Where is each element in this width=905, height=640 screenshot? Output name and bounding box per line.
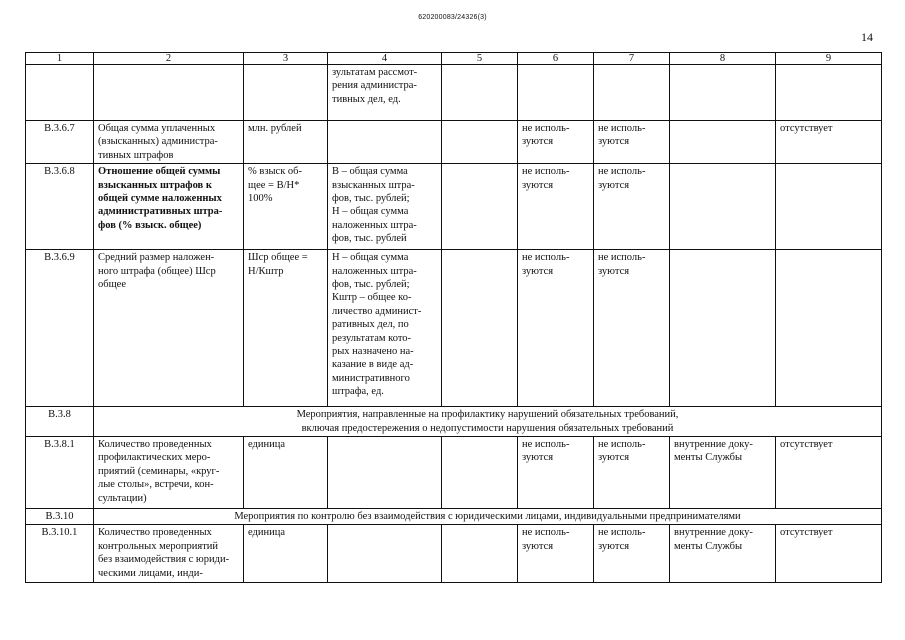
column-number: 4 — [328, 53, 442, 65]
variables-description: В – общая сумма взысканных штра- фов, тыс. рублей; Н – общая сумма наложенных штра- фов, тыс. рублей — [328, 164, 442, 250]
indicator-name: Количество проведенных профилактических меро- приятий (семинары, «круг- лые столы», встречи, кон- сультации) — [94, 437, 244, 509]
section-title: Мероприятия по контролю без взаимодействия с юридическими лицами, индивидуальными предпринимателями — [94, 509, 882, 525]
unit-formula: Шср общее = Н/Кштр — [244, 250, 328, 407]
table-row — [26, 121, 882, 164]
col7-cell: не исполь- зуются — [594, 250, 670, 407]
information-source: внутренние доку- менты Службы — [670, 525, 776, 583]
col7-cell: не исполь- зуются — [594, 121, 670, 164]
table-row — [26, 65, 882, 121]
col8-cell — [670, 121, 776, 164]
column-number: 6 — [518, 53, 594, 65]
col5-cell — [442, 525, 518, 583]
col9-cell — [776, 65, 882, 121]
unit-formula: млн. рублей — [244, 121, 328, 164]
col9-cell: отсутствует — [776, 437, 882, 509]
section-row — [26, 407, 882, 437]
section-code: В.3.10 — [26, 509, 94, 525]
page-number: 14 — [861, 30, 873, 44]
indicator-code: В.3.6.9 — [26, 250, 94, 407]
indicators-table — [25, 52, 882, 583]
unit-formula: единица — [244, 437, 328, 509]
variables-description — [328, 121, 442, 164]
unit-formula: % взыск об- щее = В/Н* 100% — [244, 164, 328, 250]
variables-description: зультатам рассмот- рения администра- тивных дел, ед. — [328, 65, 442, 121]
indicator-code: В.3.8.1 — [26, 437, 94, 509]
col6-cell: не исполь- зуются — [518, 525, 594, 583]
column-number: 5 — [442, 53, 518, 65]
column-number: 9 — [776, 53, 882, 65]
section-code: В.3.8 — [26, 407, 94, 437]
column-number: 8 — [670, 53, 776, 65]
section-title: Мероприятия, направленные на профилактику нарушений обязательных требований, включая предостережения о недопустимости нарушения обязательных требований — [94, 407, 882, 437]
indicator-code: В.3.6.8 — [26, 164, 94, 250]
column-number: 2 — [94, 53, 244, 65]
col9-cell — [776, 250, 882, 407]
indicator-name: Отношение общей суммы взысканных штрафов к общей сумме наложенных административных штра- фов (% взыск. общее) — [94, 164, 244, 250]
col8-cell — [670, 164, 776, 250]
col6-cell — [518, 65, 594, 121]
unit-formula: единица — [244, 525, 328, 583]
col5-cell — [442, 250, 518, 407]
indicator-code: В.3.6.7 — [26, 121, 94, 164]
col9-cell — [776, 164, 882, 250]
column-number: 3 — [244, 53, 328, 65]
section-row — [26, 509, 882, 525]
col7-cell: не исполь- зуются — [594, 525, 670, 583]
indicator-name: Средний размер наложен- ного штрафа (общее) Шср общее — [94, 250, 244, 407]
table-row — [26, 437, 882, 509]
table-row — [26, 525, 882, 583]
indicator-name: Общая сумма уплаченных (взысканных) администра- тивных штрафов — [94, 121, 244, 164]
table-row — [26, 164, 882, 250]
indicator-code: В.3.10.1 — [26, 525, 94, 583]
col6-cell: не исполь- зуются — [518, 164, 594, 250]
information-source: внутренние доку- менты Службы — [670, 437, 776, 509]
col5-cell — [442, 437, 518, 509]
col8-cell — [670, 250, 776, 407]
indicator-name — [94, 65, 244, 121]
document-id: 620200083/24326(3) — [418, 14, 487, 21]
variables-description — [328, 525, 442, 583]
variables-description — [328, 437, 442, 509]
col5-cell — [442, 164, 518, 250]
variables-description: Н – общая сумма наложенных штра- фов, тыс. рублей; Кштр – общее ко- личество админист- ративных дел, по результатам кото- рых назначено на- казание в виде ад- министративного штрафа, ед. — [328, 250, 442, 407]
indicator-code — [26, 65, 94, 121]
col9-cell: отсутствует — [776, 525, 882, 583]
col8-cell — [670, 65, 776, 121]
column-number-row — [26, 53, 882, 65]
col7-cell — [594, 65, 670, 121]
unit-formula — [244, 65, 328, 121]
col6-cell: не исполь- зуются — [518, 437, 594, 509]
indicator-name: Количество проведенных контрольных мероприятий без взаимодействия с юриди- ческими лицами, инди- — [94, 525, 244, 583]
col5-cell — [442, 121, 518, 164]
table-row — [26, 250, 882, 407]
col6-cell: не исполь- зуются — [518, 250, 594, 407]
col7-cell: не исполь- зуются — [594, 437, 670, 509]
col7-cell: не исполь- зуются — [594, 164, 670, 250]
column-number: 1 — [26, 53, 94, 65]
col9-cell: отсутствует — [776, 121, 882, 164]
col5-cell — [442, 65, 518, 121]
col6-cell: не исполь- зуются — [518, 121, 594, 164]
column-number: 7 — [594, 53, 670, 65]
